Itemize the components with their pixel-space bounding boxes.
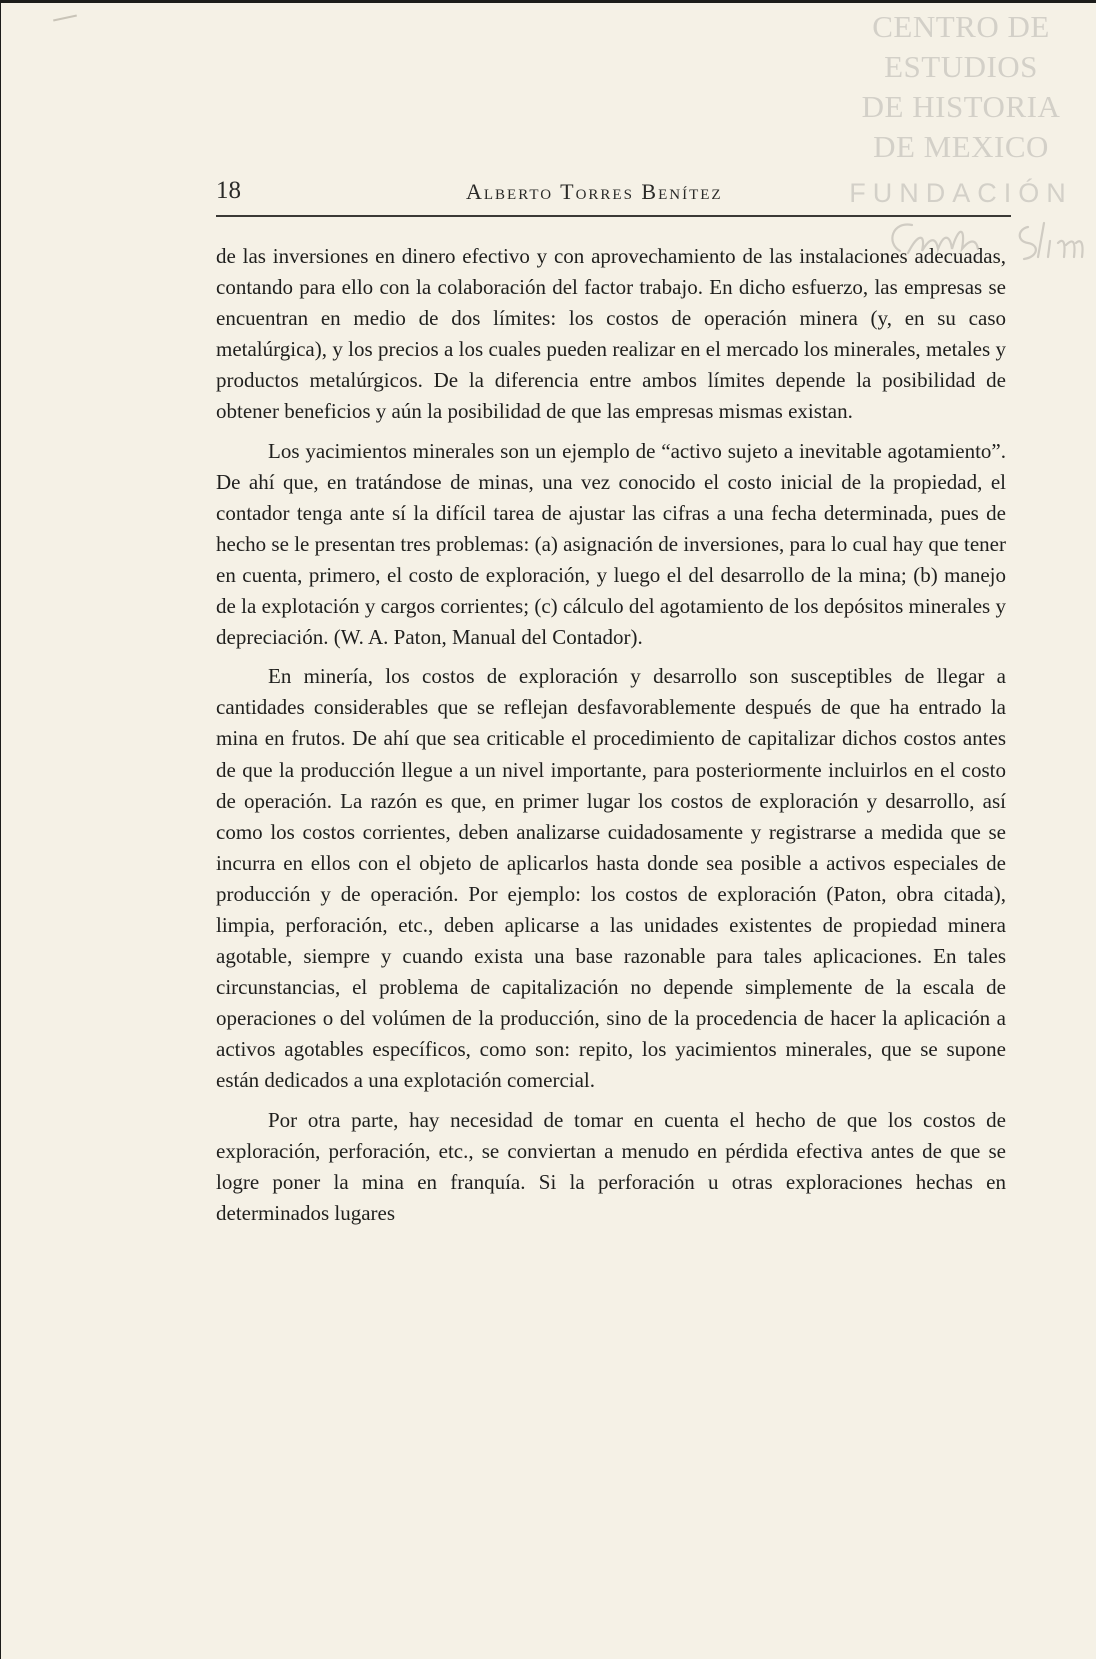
page-header: [216, 177, 1011, 207]
watermark-line-3: DE HISTORIA: [861, 89, 1061, 124]
paragraph-2: Los yacimientos minerales son un ejemplo de “activo sujeto a inevitable agotamiento”. De ahí que, en tratándose de minas, una vez conocido el costo inicial de la propiedad, el contador tenga ante sí la difícil tarea de ajustar las cifras a una fecha determinada, pues de hecho se le presentan tres problemas: (a) asignación de inversiones, para lo cual hay que tener en cuenta, primero, el costo de exploración, y luego el del desarrollo de la mina; (b) manejo de la explotación y cargos corrientes; (c) cálculo del agotamiento de los depósitos minerales y depreciación. (W. A. Paton, Manual del Contador).: [216, 438, 1006, 650]
watermark-line-2: ESTUDIOS: [884, 49, 1038, 84]
page-number: 18: [216, 177, 241, 204]
paragraph-4: Por otra parte, hay necesidad de tomar en cuenta el hecho de que los costos de exploración, perforación, etc., se conviertan a menudo en pérdida efectiva antes de que se logre poner la mina en franquía. Si la perforación u otras exploraciones hechas en determinados lugares: [216, 1107, 1006, 1225]
header-rule: [216, 215, 1011, 217]
book-page: [1, 3, 1096, 1659]
paragraph-3: En minería, los costos de exploración y desarrollo son susceptibles de llegar a cantidades considerables que se reflejan desfavorablemente después de que ha entrado la mina en frutos. De ahí que sea criticable el procedimiento de capitalizar dichos costos antes de que la producción llegue a un nivel importante, para posteriormente incluirlos en el costo de operación. La razón es que, en primer lugar los costos de exploración y desarrollo, así como los costos corrientes, deben analizarse cuidadosamente y registrarse a medida que se incurra en ellos con el objeto de aplicarlos hasta donde sea posible a activos especiales de producción y de operación. Por ejemplo: los costos de exploración (Paton, obra citada), limpia, perforación, etc., deben aplicarse a las unidades existentes de propiedad minera agotable, siempre y cuando exista una base razonable para tales aplicaciones. En tales circunstancias, el problema de capitalización no depende simplemente de la escala de operaciones o del volúmen de la producción, sino de la procedencia de hacer la aplicación a activos agotables específicos, como son: repito, los yacimientos minerales, que se supone están dedicados a una explotación comercial.: [216, 664, 1006, 1093]
running-head: Alberto Torres Benítez: [466, 179, 723, 204]
body-text: [216, 241, 1006, 1237]
scan-mark: [53, 15, 77, 22]
watermark-fundacion: FUNDACIÓN: [849, 178, 1073, 208]
watermark-line-4: DE MEXICO: [873, 129, 1049, 164]
watermark-line-1: CENTRO DE: [872, 9, 1050, 44]
paragraph-1: de las inversiones en dinero efectivo y con aprovechamiento de las instalaciones adecuadas, contando para ello con la colaboración del factor trabajo. En dicho esfuerzo, las empresas se encuentran en medio de dos límites: los costos de operación minera (y, en su caso metalúrgica), y los precios a los cuales pueden realizar en el mercado los minerales, metales y productos metalúrgicos. De la diferencia entre ambos límites depende la posibilidad de obtener beneficios y aún la posibilidad de que las empresas mismas existan.: [216, 244, 1006, 424]
